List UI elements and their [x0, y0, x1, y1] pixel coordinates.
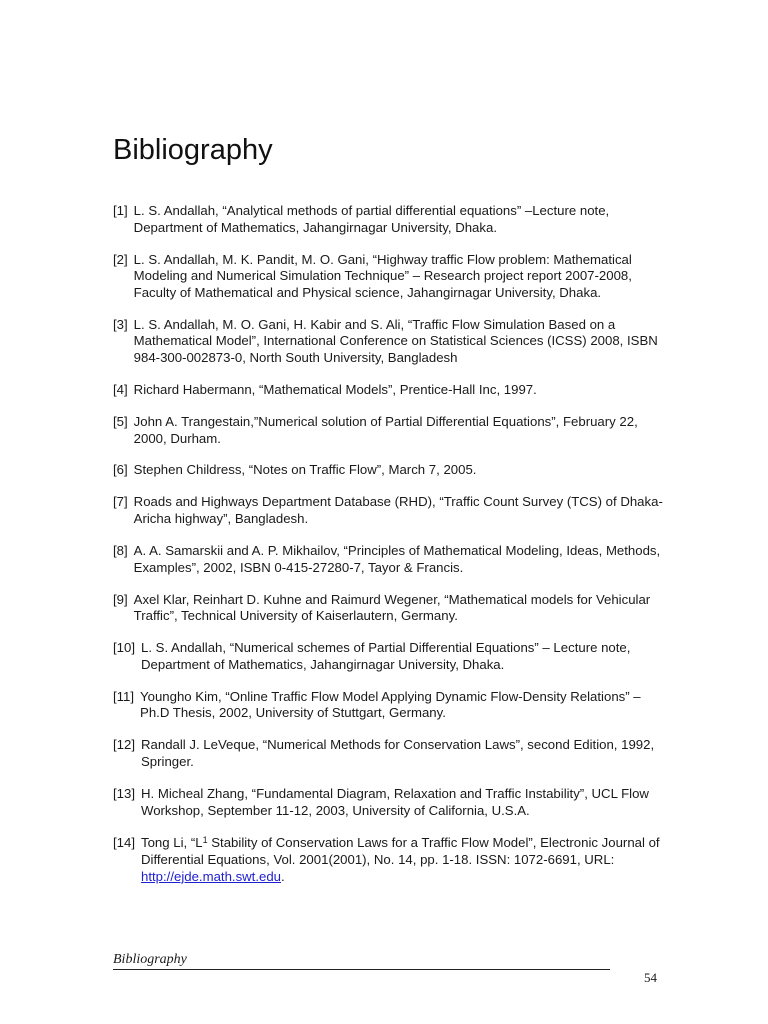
reference-number: [3]	[113, 316, 128, 332]
reference-text: John A. Trangestain,”Numerical solution of Partial Differential Equations”, February 22, 2000, Durham.	[133, 413, 638, 446]
reference-number: [5]	[113, 413, 128, 429]
reference-text: Randall J. LeVeque, “Numerical Methods for Conservation Laws”, second Edition, 1992, Springer.	[141, 737, 655, 769]
footer-section-label: Bibliography	[113, 952, 187, 967]
reference-number: [12]	[113, 737, 135, 753]
reference-item	[113, 382, 673, 399]
reference-text	[135, 835, 673, 886]
reference-number: [9]	[113, 591, 128, 607]
reference-number: [4]	[113, 381, 128, 397]
reference-text: L. S. Andallah, “Numerical schemes of Partial Differential Equations” – Lecture note, Department of Mathematics, Jahangirnagar University, Dhaka.	[141, 640, 631, 672]
reference-text: L. S. Andallah, M. O. Gani, H. Kabir and S. Ali, “Traffic Flow Simulation Based on a Mathematical Model”, International Conference on Statistical Sciences (ICSS) 2008, ISBN 984-300-002873-0, North South University, Bangladesh	[133, 316, 658, 365]
reference-text: L. S. Andallah, M. K. Pandit, M. O. Gani, “Highway traffic Flow problem: Mathematical Modeling and Numerical Simulation Technique” – Research project report 2007-2008, Faculty of Mathematical and Physical science, Jahangirnagar University, Dhaka.	[133, 251, 632, 300]
reference-text: Axel Klar, Reinhart D. Kuhne and Raimurd Wegener, “Mathematical models for Vehicular Traffic”, Technical University of Kaiserlautern, Germany.	[133, 591, 651, 624]
page-title: Bibliography	[113, 134, 273, 166]
reference-text: A. A. Samarskii and A. P. Mikhailov, “Principles of Mathematical Modeling, Ideas, Methods, Examples”, 2002, ISBN 0-415-27280-7, Tayor & Francis.	[133, 543, 661, 575]
reference-text: Richard Habermann, “Mathematical Models”, Prentice-Hall Inc, 1997.	[133, 381, 537, 397]
footer-divider	[113, 969, 610, 970]
reference-item	[113, 203, 673, 236]
ejde-url-link[interactable]: http://ejde.math.swt.edu	[141, 868, 282, 884]
reference-text: L. S. Andallah, “Analytical methods of partial differential equations” –Lecture note, Department of Mathematics, Jahangirnagar University, Dhaka.	[133, 203, 610, 235]
reference-item	[113, 543, 673, 576]
reference-text: H. Micheal Zhang, “Fundamental Diagram, Relaxation and Traffic Instability”, UCL Flow Workshop, September 11-12, 2003, University of California, U.S.A.	[141, 785, 649, 818]
reference-number: [14]	[113, 834, 135, 850]
reference-number: [13]	[113, 785, 135, 801]
reference-item	[113, 462, 673, 479]
reference-text: Stephen Childress, “Notes on Traffic Flow”, March 7, 2005.	[133, 462, 477, 478]
reference-item	[113, 786, 673, 819]
reference-item	[113, 689, 673, 722]
reference-number: [10]	[113, 640, 135, 656]
reference-list	[113, 203, 673, 901]
reference-number: [1]	[113, 203, 128, 218]
reference-text-part: .	[281, 868, 285, 884]
reference-text: Youngho Kim, “Online Traffic Flow Model Applying Dynamic Flow-Density Relations” – Ph.D Thesis, 2002, University of Stuttgart, Germany.	[140, 688, 641, 721]
reference-item	[113, 252, 673, 302]
reference-item	[113, 414, 673, 447]
reference-number: [6]	[113, 462, 128, 478]
reference-item	[113, 640, 673, 673]
reference-item	[113, 835, 673, 886]
reference-number: [8]	[113, 543, 128, 559]
reference-item	[113, 317, 673, 367]
reference-text: Roads and Highways Department Database (RHD), “Traffic Count Survey (TCS) of Dhaka-Aricha highway”, Bangladesh.	[133, 494, 663, 527]
reference-number: [11]	[113, 688, 135, 704]
reference-item	[113, 737, 673, 770]
reference-text-part: Tong Li, “L	[141, 834, 203, 850]
reference-text-part: Stability of Conservation Laws for a Traffic Flow Model”, Electronic Journal of Differential Equations, Vol. 2001(2001), No. 14, pp. 1-18. ISSN: 1072-6691, URL:	[141, 834, 660, 868]
reference-item	[113, 494, 673, 527]
reference-number: [2]	[113, 251, 128, 267]
superscript: 1	[202, 834, 208, 845]
reference-item	[113, 592, 673, 625]
page-number: 54	[644, 970, 657, 985]
reference-number: [7]	[113, 494, 128, 510]
